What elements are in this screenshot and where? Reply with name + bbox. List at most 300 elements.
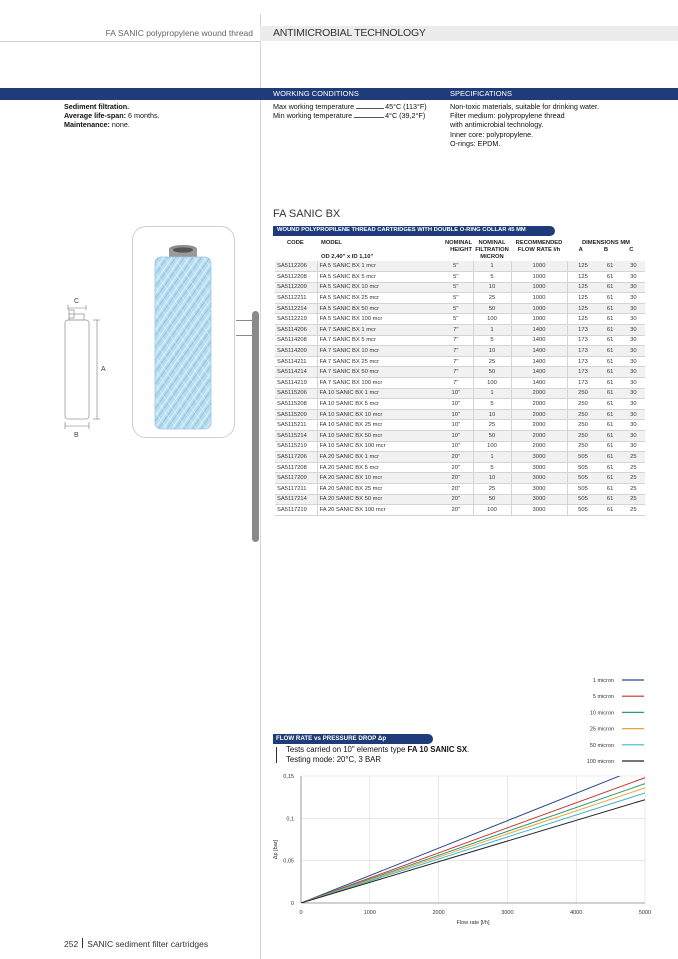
cell-height: 20" <box>439 494 473 505</box>
y-tick-label: 0,1 <box>286 816 294 823</box>
cell-code: SA5114219 <box>275 378 317 389</box>
cell-dim-c: 30 <box>622 409 645 420</box>
spec-line: with antimicrobial technology. <box>450 120 544 130</box>
cell-model: FA 5 SANIC BX 1 mcr <box>317 261 439 272</box>
cell-height: 20" <box>439 505 473 516</box>
cell-dim-c: 25 <box>622 452 645 463</box>
cell-code: SA5112208 <box>275 272 317 283</box>
cell-code: SA5114206 <box>275 325 317 336</box>
cell-micron: 50 <box>473 367 511 378</box>
cell-dim-c: 30 <box>622 314 645 325</box>
scrollbar-handle[interactable] <box>252 311 259 542</box>
cell-code: SA5114214 <box>275 367 317 378</box>
cell-micron: 25 <box>473 293 511 304</box>
cell-code: SA5114208 <box>275 335 317 346</box>
cell-flow: 3000 <box>511 494 567 505</box>
cell-dim-c: 30 <box>622 272 645 283</box>
cell-micron: 1 <box>473 325 511 336</box>
header-right-title: ANTIMICROBIAL TECHNOLOGY <box>273 27 426 39</box>
table-row <box>275 452 645 463</box>
cell-height: 10" <box>439 399 473 410</box>
cell-dim-c: 25 <box>622 494 645 505</box>
cell-flow: 2000 <box>511 441 567 452</box>
table-row <box>275 346 645 357</box>
cell-micron: 25 <box>473 356 511 367</box>
cell-dim-c: 30 <box>622 282 645 293</box>
cell-dim-c: 30 <box>622 399 645 410</box>
dimension-diagram <box>55 292 115 442</box>
cell-flow: 1400 <box>511 346 567 357</box>
cell-code: SA5114211 <box>275 356 317 367</box>
cell-flow: 3000 <box>511 452 567 463</box>
cell-dim-b: 61 <box>599 473 622 484</box>
cell-dim-a: 173 <box>567 335 599 346</box>
max-temp-label: Max working temperature <box>273 102 355 111</box>
cell-dim-b: 61 <box>599 272 622 283</box>
cell-model: FA 20 SANIC BX 100 mcr <box>317 505 439 516</box>
cell-dim-a: 173 <box>567 346 599 357</box>
cell-micron: 25 <box>473 483 511 494</box>
cell-height: 7" <box>439 356 473 367</box>
cell-flow: 1400 <box>511 356 567 367</box>
cell-dim-b: 61 <box>599 399 622 410</box>
x-tick-label: 5000 <box>638 910 652 916</box>
table-row <box>275 293 645 304</box>
cell-model: FA 10 SANIC BX 50 mcr <box>317 431 439 442</box>
max-temp-value: 45°C (113°F) <box>385 102 427 111</box>
x-tick-label: 0 <box>299 910 303 916</box>
cell-dim-c: 30 <box>622 367 645 378</box>
series-line-5-micron <box>301 778 645 903</box>
cell-dim-a: 173 <box>567 367 599 378</box>
cell-dim-c: 25 <box>622 505 645 516</box>
cell-dim-b: 61 <box>599 293 622 304</box>
cell-height: 5" <box>439 282 473 293</box>
cell-height: 7" <box>439 346 473 357</box>
cell-dim-a: 505 <box>567 494 599 505</box>
cell-flow: 2000 <box>511 388 567 399</box>
min-temp-value: 4°C (39,2°F) <box>385 111 426 121</box>
cell-dim-a: 250 <box>567 409 599 420</box>
cell-height: 20" <box>439 483 473 494</box>
cell-height: 5" <box>439 314 473 325</box>
table-row <box>275 367 645 378</box>
cell-model: FA 20 SANIC BX 50 mcr <box>317 494 439 505</box>
cell-model: FA 5 SANIC BX 50 mcr <box>317 303 439 314</box>
cell-height: 20" <box>439 462 473 473</box>
col-model <box>317 240 439 261</box>
cell-dim-a: 173 <box>567 325 599 336</box>
cell-micron: 5 <box>473 335 511 346</box>
cell-dim-c: 30 <box>622 378 645 389</box>
cell-dim-a: 125 <box>567 261 599 272</box>
working-conditions-heading: WORKING CONDITIONS <box>273 89 359 98</box>
col-flow <box>511 240 567 261</box>
y-axis-label: Δp [bar] <box>273 839 279 860</box>
footer <box>64 938 208 949</box>
cell-micron: 1 <box>473 388 511 399</box>
cell-micron: 100 <box>473 314 511 325</box>
spec-line: Filter medium: polypropylene thread <box>450 111 565 121</box>
cell-dim-a: 125 <box>567 293 599 304</box>
cell-dim-b: 61 <box>599 409 622 420</box>
cell-dim-a: 250 <box>567 441 599 452</box>
page-number: 252 <box>64 939 79 949</box>
cell-dim-c: 25 <box>622 473 645 484</box>
cell-flow: 1400 <box>511 367 567 378</box>
cell-model: FA 5 SANIC BX 5 mcr <box>317 272 439 283</box>
cell-height: 7" <box>439 335 473 346</box>
table-row <box>275 272 645 283</box>
cell-code: SA5112214 <box>275 303 317 314</box>
table-row <box>275 314 645 325</box>
cell-dim-b: 61 <box>599 431 622 442</box>
section-bar <box>0 88 678 100</box>
cell-flow: 1400 <box>511 335 567 346</box>
table-row <box>275 494 645 505</box>
flow-desc-mode: Testing mode: 20°C, 3 BAR <box>286 754 381 764</box>
cell-dim-a: 173 <box>567 356 599 367</box>
cell-flow: 3000 <box>511 505 567 516</box>
table-row <box>275 356 645 367</box>
cell-dim-a: 125 <box>567 314 599 325</box>
cell-dim-b: 61 <box>599 325 622 336</box>
cell-code: SA5115211 <box>275 420 317 431</box>
x-tick-label: 3000 <box>501 910 514 916</box>
cell-dim-c: 25 <box>622 462 645 473</box>
cell-code: SA5117206 <box>275 452 317 463</box>
cell-code: SA5114209 <box>275 346 317 357</box>
legend-label: 25 micron <box>589 726 614 733</box>
y-tick-label: 0,15 <box>283 774 294 780</box>
series-line-25-micron <box>301 788 645 903</box>
cell-micron: 100 <box>473 378 511 389</box>
col-code: CODE <box>287 240 304 246</box>
cell-model: FA 10 SANIC BX 100 mcr <box>317 441 439 452</box>
cell-dim-b: 61 <box>599 346 622 357</box>
cell-dim-a: 125 <box>567 303 599 314</box>
cell-code: SA5112219 <box>275 314 317 325</box>
cell-dim-a: 505 <box>567 473 599 484</box>
cell-micron: 1 <box>473 452 511 463</box>
cell-dim-b: 61 <box>599 494 622 505</box>
cell-micron: 50 <box>473 494 511 505</box>
col-height-line: HEIGHT <box>450 247 472 253</box>
cell-model: FA 7 SANIC BX 25 mcr <box>317 356 439 367</box>
cell-flow: 1000 <box>511 303 567 314</box>
cell-model: FA 10 SANIC BX 5 mcr <box>317 399 439 410</box>
cell-model: FA 7 SANIC BX 100 mcr <box>317 378 439 389</box>
cell-dim-b: 61 <box>599 505 622 516</box>
life-span-value: 6 months. <box>126 111 160 121</box>
cell-code: SA5112206 <box>275 261 317 272</box>
cell-code: SA5115208 <box>275 399 317 410</box>
cell-model: FA 5 SANIC BX 25 mcr <box>317 293 439 304</box>
flow-title: FLOW RATE vs PRESSURE DROP Δp <box>276 735 387 742</box>
product-table-body <box>275 261 645 515</box>
table-row <box>275 325 645 336</box>
product-table <box>275 240 645 516</box>
col-height-line: NOMINAL <box>444 240 472 246</box>
cell-height: 5" <box>439 261 473 272</box>
cell-model: FA 7 SANIC BX 10 mcr <box>317 346 439 357</box>
cell-dim-b: 61 <box>599 335 622 346</box>
cell-dim-a: 125 <box>567 282 599 293</box>
cell-code: SA5115209 <box>275 409 317 420</box>
cell-dim-c: 30 <box>622 346 645 357</box>
cell-dim-a: 250 <box>567 420 599 431</box>
cell-dim-c: 30 <box>622 335 645 346</box>
cell-micron: 5 <box>473 399 511 410</box>
cell-dim-a: 505 <box>567 483 599 494</box>
col-dim-a: A <box>578 247 583 253</box>
col-flow-line: FLOW RATE l/h <box>517 247 561 253</box>
cell-micron: 10 <box>473 473 511 484</box>
cell-code: SA5117208 <box>275 462 317 473</box>
col-dim-b: B <box>603 247 609 253</box>
cell-dim-a: 250 <box>567 399 599 410</box>
cell-height: 7" <box>439 325 473 336</box>
table-title-bar <box>273 226 555 236</box>
cell-model: FA 10 SANIC BX 10 mcr <box>317 409 439 420</box>
cell-flow: 2000 <box>511 420 567 431</box>
table-row <box>275 409 645 420</box>
spec-line: Non-toxic materials, suitable for drinking water. <box>450 102 600 111</box>
table-row <box>275 282 645 293</box>
cell-code: SA5117214 <box>275 494 317 505</box>
legend-label: 10 micron <box>589 710 614 717</box>
cell-dim-b: 61 <box>599 303 622 314</box>
y-tick-label: 0,05 <box>283 858 294 865</box>
table-row <box>275 483 645 494</box>
cell-dim-c: 30 <box>622 431 645 442</box>
flow-desc-pre: Tests carried on 10" elements type <box>286 745 408 754</box>
legend-label: 1 micron <box>592 678 614 684</box>
cell-dim-b: 61 <box>599 314 622 325</box>
table-title: WOUND POLYPROPILENE THREAD CARTRIDGES WITH DOUBLE O-RING COLLAR 45 MM <box>277 227 526 233</box>
cell-dim-b: 61 <box>599 483 622 494</box>
cell-model: FA 20 SANIC BX 10 mcr <box>317 473 439 484</box>
cell-height: 10" <box>439 441 473 452</box>
col-filtration-line: FILTRATION <box>475 247 509 253</box>
cell-height: 20" <box>439 452 473 463</box>
header-rule <box>0 41 260 42</box>
cell-dim-b: 61 <box>599 356 622 367</box>
cell-dim-c: 30 <box>622 303 645 314</box>
maintenance-value: none. <box>109 120 130 130</box>
x-axis-label: Flow rate [l/h] <box>456 920 490 926</box>
cell-dim-c: 30 <box>622 325 645 336</box>
cell-dim-a: 250 <box>567 431 599 442</box>
dim-label-c: C <box>74 298 80 305</box>
table-row <box>275 462 645 473</box>
cell-flow: 2000 <box>511 431 567 442</box>
series-line-50-micron <box>301 793 645 903</box>
cell-dim-a: 125 <box>567 272 599 283</box>
cell-dim-c: 30 <box>622 293 645 304</box>
cell-dim-c: 30 <box>622 441 645 452</box>
table-row <box>275 388 645 399</box>
table-row <box>275 505 645 516</box>
col-model-sub: OD 2,40" x ID 1,10" <box>321 254 374 260</box>
spec-line: Inner core: polypropylene. <box>450 129 534 139</box>
usage-info <box>64 102 160 130</box>
cell-height: 20" <box>439 473 473 484</box>
cell-code: SA5117211 <box>275 483 317 494</box>
product-image-frame <box>132 226 235 438</box>
x-tick-label: 4000 <box>570 910 583 916</box>
cell-model: FA 5 SANIC BX 100 mcr <box>317 314 439 325</box>
cell-dim-b: 61 <box>599 378 622 389</box>
col-height <box>439 240 473 261</box>
cell-dim-b: 61 <box>599 462 622 473</box>
spec-line: O-rings: EPDM. <box>450 138 501 148</box>
cell-height: 10" <box>439 431 473 442</box>
legend-label: 5 micron <box>592 694 614 701</box>
cell-height: 10" <box>439 388 473 399</box>
flow-desc-post: . <box>467 745 470 754</box>
cell-model: FA 7 SANIC BX 5 mcr <box>317 335 439 346</box>
header-left-title: FA SANIC polypropylene wound thread <box>105 28 253 38</box>
cell-model: FA 20 SANIC BX 1 mcr <box>317 452 439 463</box>
x-tick-label: 2000 <box>432 910 445 916</box>
cell-height: 7" <box>439 367 473 378</box>
cell-micron: 50 <box>473 303 511 314</box>
cell-micron: 10 <box>473 282 511 293</box>
working-conditions <box>273 102 427 120</box>
table-row <box>275 473 645 484</box>
cell-model: FA 10 SANIC BX 25 mcr <box>317 420 439 431</box>
table-row <box>275 261 645 272</box>
cell-micron: 25 <box>473 420 511 431</box>
cell-code: SA5115219 <box>275 441 317 452</box>
cell-model: FA 10 SANIC BX 1 mcr <box>317 388 439 399</box>
cell-flow: 1400 <box>511 378 567 389</box>
cell-micron: 5 <box>473 462 511 473</box>
cell-flow: 2000 <box>511 409 567 420</box>
cell-micron: 50 <box>473 431 511 442</box>
cell-dim-c: 30 <box>622 388 645 399</box>
table-row <box>275 303 645 314</box>
col-filtration <box>473 240 511 261</box>
table-header <box>275 240 645 261</box>
cell-flow: 1400 <box>511 325 567 336</box>
table-row <box>275 399 645 410</box>
specifications-list <box>450 102 650 148</box>
cell-model: FA 5 SANIC BX 10 mcr <box>317 282 439 293</box>
product-title: FA SANIC BX <box>273 208 341 220</box>
cell-model: FA 20 SANIC BX 5 mcr <box>317 462 439 473</box>
table-row <box>275 378 645 389</box>
y-tick-label: 0 <box>290 901 294 907</box>
cell-dim-b: 61 <box>599 452 622 463</box>
cell-flow: 1000 <box>511 261 567 272</box>
col-dim-c: C <box>629 247 634 253</box>
col-filtration-line: NOMINAL <box>478 240 506 246</box>
cell-height: 7" <box>439 378 473 389</box>
cell-dim-b: 61 <box>599 261 622 272</box>
table-row <box>275 431 645 442</box>
table-row <box>275 441 645 452</box>
min-temp-label: Min working temperature <box>273 111 353 121</box>
usage-line-1: Sediment filtration. <box>64 102 130 111</box>
cell-dim-c: 30 <box>622 261 645 272</box>
cell-dim-c: 30 <box>622 420 645 431</box>
series-line-100-micron <box>301 800 645 903</box>
cell-dim-a: 250 <box>567 388 599 399</box>
cell-dim-b: 61 <box>599 441 622 452</box>
cell-dim-a: 505 <box>567 462 599 473</box>
cell-flow: 3000 <box>511 483 567 494</box>
cell-code: SA5115206 <box>275 388 317 399</box>
cell-flow: 1000 <box>511 272 567 283</box>
life-span-label: Average life-span: <box>64 111 127 121</box>
cell-dim-b: 61 <box>599 420 622 431</box>
legend-label: 100 micron <box>586 759 614 765</box>
cell-code: SA5117219 <box>275 505 317 516</box>
cell-dim-c: 30 <box>622 356 645 367</box>
dim-label-a: A <box>101 366 106 373</box>
cell-dim-a: 505 <box>567 505 599 516</box>
cell-code: SA5115214 <box>275 431 317 442</box>
col-model-label: MODEL <box>321 240 342 246</box>
cell-micron: 10 <box>473 409 511 420</box>
specifications-heading: SPECIFICATIONS <box>450 89 512 98</box>
cell-height: 10" <box>439 420 473 431</box>
dim-label-b: B <box>74 432 79 439</box>
cell-dim-b: 61 <box>599 367 622 378</box>
cell-micron: 10 <box>473 346 511 357</box>
col-dimensions-line: DIMENSIONS MM <box>582 240 630 246</box>
cell-micron: 100 <box>473 441 511 452</box>
maintenance-label: Maintenance: <box>64 120 110 130</box>
table-row <box>275 335 645 346</box>
cell-flow: 1000 <box>511 282 567 293</box>
cell-height: 5" <box>439 293 473 304</box>
column-divider <box>260 14 261 959</box>
cell-model: FA 20 SANIC BX 25 mcr <box>317 483 439 494</box>
series-line-10-micron <box>301 784 645 903</box>
cell-model: FA 7 SANIC BX 1 mcr <box>317 325 439 336</box>
footer-section: SANIC sediment filter cartridges <box>87 939 209 949</box>
cell-flow: 1000 <box>511 314 567 325</box>
cell-micron: 100 <box>473 505 511 516</box>
cell-code: SA5112209 <box>275 282 317 293</box>
col-flow-line: RECOMMENDED <box>515 240 563 246</box>
cell-micron: 5 <box>473 272 511 283</box>
cell-dim-a: 173 <box>567 378 599 389</box>
filter-cartridge-image <box>133 227 234 437</box>
col-filtration-line: MICRON <box>480 254 504 260</box>
series-line-1-micron <box>301 766 645 903</box>
cell-dim-a: 505 <box>567 452 599 463</box>
flow-desc-model: FA 10 SANIC SX <box>407 745 468 754</box>
cell-height: 5" <box>439 303 473 314</box>
cell-code: SA5117209 <box>275 473 317 484</box>
cell-dim-c: 25 <box>622 483 645 494</box>
cell-flow: 2000 <box>511 399 567 410</box>
cell-dim-b: 61 <box>599 282 622 293</box>
x-tick-label: 1000 <box>363 910 376 916</box>
cell-flow: 3000 <box>511 473 567 484</box>
cell-code: SA5112211 <box>275 293 317 304</box>
flow-chart <box>262 670 678 932</box>
table-row <box>275 420 645 431</box>
legend-label: 50 micron <box>589 742 614 749</box>
cell-dim-b: 61 <box>599 388 622 399</box>
cell-model: FA 7 SANIC BX 50 mcr <box>317 367 439 378</box>
cell-height: 10" <box>439 409 473 420</box>
